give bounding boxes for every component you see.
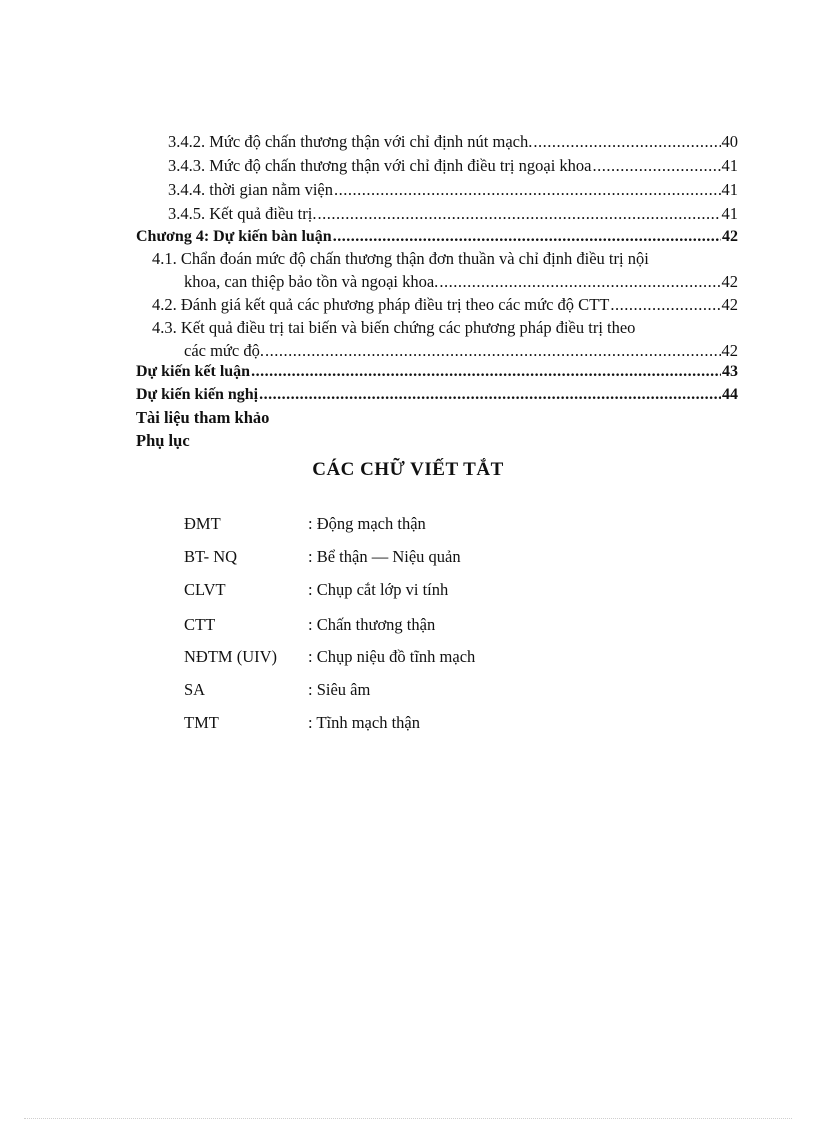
toc-conclusion [136, 362, 738, 382]
abbreviation-separator: : [308, 647, 313, 666]
abbreviation-row [184, 713, 420, 733]
abbreviation-separator: : [308, 547, 313, 566]
abbreviation-term: CTT [184, 615, 216, 634]
toc-entry-text: 3.4.4. thời gian nằm viện [168, 180, 333, 199]
toc-entry-4-2 [152, 295, 738, 315]
abbreviation-separator: : [308, 615, 313, 634]
abbreviation-separator: : [308, 713, 313, 732]
page-bottom-border [24, 1118, 792, 1119]
abbreviation-term: SA [184, 680, 206, 699]
toc-leader-dots [533, 132, 720, 152]
abbreviation-meaning: Chụp niệu đồ tĩnh mạch [316, 647, 476, 666]
toc-entry-3-4-5 [168, 204, 738, 224]
abbreviation-meaning: Tĩnh mạch thận [316, 713, 420, 732]
toc-page-number: 41 [721, 204, 738, 223]
abbreviation-meaning: Chụp cắt lớp vi tính [316, 580, 449, 599]
toc-page-number: 41 [721, 156, 738, 175]
abbreviation-row [184, 580, 448, 600]
toc-page-number: 43 [722, 363, 738, 380]
abbreviation-term: CLVT [184, 580, 226, 599]
toc-entry-text: Chương 4: Dự kiến bàn luận [136, 228, 332, 245]
toc-entry-4-1-line2 [184, 272, 738, 292]
toc-leader-dots [251, 362, 721, 382]
abbreviation-meaning: Chấn thương thận [316, 615, 436, 634]
abbreviation-row [184, 547, 461, 567]
toc-entry-4-3-line1: 4.3. Kết quả điều trị tai biến và biến chứng các phương pháp điều trị theo [152, 318, 636, 337]
toc-entry-3-4-2 [168, 132, 738, 152]
toc-entry-text: Dự kiến kiến nghị [136, 386, 259, 403]
toc-entry-4-3-line2 [184, 341, 738, 361]
toc-page-number: 42 [722, 228, 738, 245]
toc-appendix: Phụ lục [136, 431, 190, 450]
toc-page-number: 41 [721, 180, 738, 199]
toc-entry-3-4-3 [168, 156, 738, 176]
toc-page-number: 42 [721, 295, 738, 314]
abbreviation-term: NĐTM (UIV) [184, 647, 278, 666]
toc-entry-text: khoa, can thiệp bảo tồn và ngoại khoa. [184, 272, 439, 291]
toc-leader-dots [334, 180, 721, 200]
toc-page-number: 44 [722, 386, 738, 403]
toc-leader-dots [610, 295, 720, 315]
abbreviation-separator: : [308, 514, 313, 533]
toc-entry-text: các mức độ. [184, 341, 264, 360]
abbreviation-term: ĐMT [184, 514, 221, 533]
abbreviation-row [184, 647, 475, 667]
toc-entry-text: 3.4.3. Mức độ chấn thương thận với chỉ định điều trị ngoại khoa [168, 156, 592, 175]
toc-entry-text: 4.2. Đánh giá kết quả các phương pháp điều trị theo các mức độ CTT [152, 295, 610, 314]
abbreviations-title: CÁC CHỮ VIẾT TẮT [312, 459, 504, 480]
abbreviation-row [184, 680, 370, 700]
toc-recommendation [136, 385, 738, 405]
toc-leader-dots [265, 341, 721, 361]
toc-page-number: 42 [721, 341, 738, 360]
toc-page-number: 42 [721, 272, 738, 291]
abbreviation-separator: : [308, 680, 313, 699]
abbreviation-separator: : [308, 580, 313, 599]
toc-entry-text: 3.4.5. Kết quả điều trị. [168, 204, 317, 223]
abbreviation-row [184, 514, 426, 534]
toc-entry-text: 3.4.2. Mức độ chấn thương thận với chỉ định nút mạch. [168, 132, 533, 151]
toc-references: Tài liệu tham khảo [136, 408, 270, 427]
abbreviation-term: BT- NQ [184, 547, 238, 566]
abbreviation-term: TMT [184, 713, 219, 732]
abbreviation-meaning: Siêu âm [316, 680, 371, 699]
toc-leader-dots [317, 204, 720, 224]
toc-entry-text: Dự kiến kết luận [136, 363, 251, 380]
abbreviation-row [184, 615, 435, 635]
toc-entry-3-4-4 [168, 180, 738, 200]
abbreviation-meaning: Động mạch thận [316, 514, 426, 533]
toc-leader-dots [592, 156, 720, 176]
toc-page-number: 40 [721, 132, 738, 151]
toc-entry-4-1-line1: 4.1. Chẩn đoán mức độ chấn thương thận đơn thuần và chỉ định điều trị nội [152, 249, 649, 268]
abbreviation-meaning: Bể thận — Niệu quản [316, 547, 461, 566]
toc-leader-dots [333, 227, 721, 247]
toc-chapter-4 [136, 227, 738, 247]
toc-leader-dots [439, 272, 720, 292]
toc-leader-dots [259, 385, 721, 405]
